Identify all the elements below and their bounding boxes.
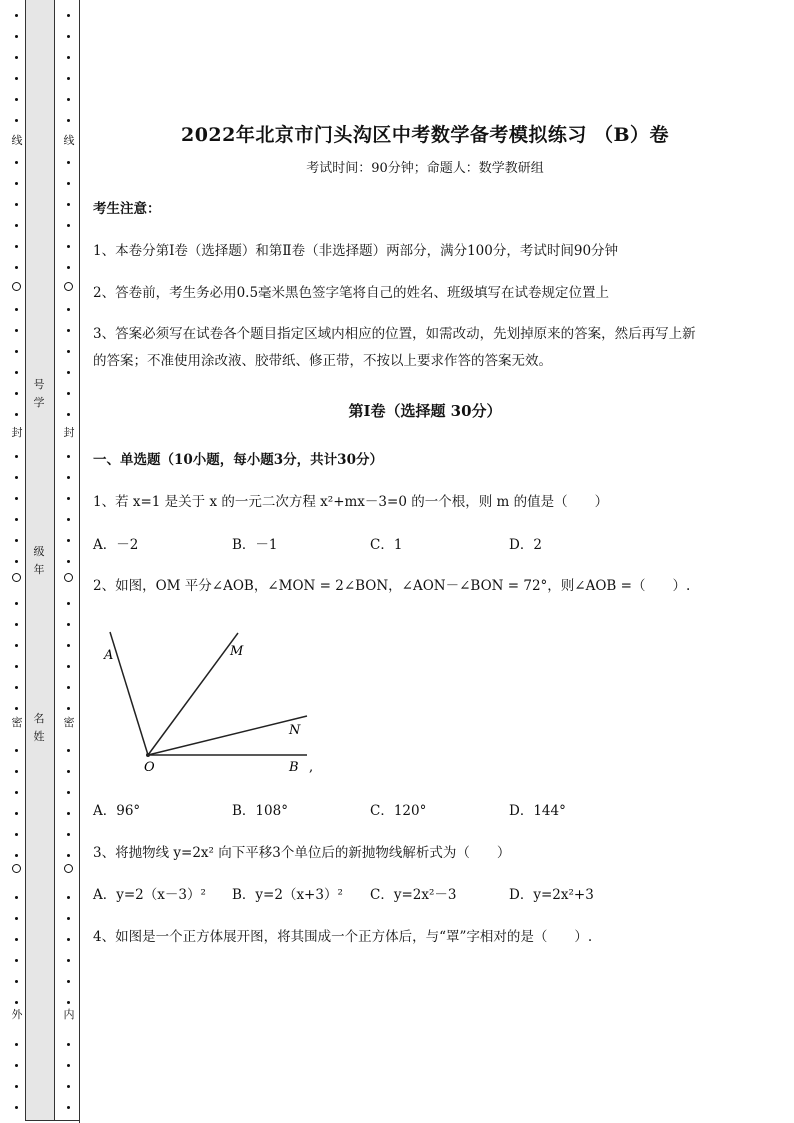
binding-dot <box>67 770 70 773</box>
binding-dot <box>15 329 18 332</box>
binding-dot <box>15 245 18 248</box>
label-m: M <box>230 644 244 659</box>
notice-heading: 考生注意： <box>93 201 161 217</box>
binding-dot <box>67 938 70 941</box>
binding-circle <box>64 573 73 582</box>
binding-dot <box>15 35 18 38</box>
binding-dot <box>67 854 70 857</box>
notice-item-3-line-1: 3、答案必须写在试卷各个题目指定区域内相应的位置，如需改动，先划掉原来的答案，然后再写上新 <box>93 326 696 342</box>
binding-dot <box>67 119 70 122</box>
binding-dot <box>67 161 70 164</box>
binding-dot <box>15 413 18 416</box>
binding-dot <box>67 833 70 836</box>
binding-dot <box>15 455 18 458</box>
binding-dot <box>67 56 70 59</box>
binding-dot <box>67 665 70 668</box>
binding-dot <box>67 182 70 185</box>
notice-item-2: 2、答卷前，考生务必用0.5毫米黑色签字笔将自己的姓名、班级填写在试卷规定位置上 <box>93 285 610 301</box>
exam-subtitle: 考试时间：90分钟；命题人：数学教研组 <box>306 161 544 176</box>
binding-dot <box>15 98 18 101</box>
binding-dot <box>67 455 70 458</box>
binding-dot <box>15 812 18 815</box>
binding-dot <box>15 1001 18 1004</box>
binding-dot <box>67 791 70 794</box>
binding-dot <box>15 938 18 941</box>
section-title: 第I卷（选择题 30分） <box>348 402 502 420</box>
label-comma: , <box>309 760 314 775</box>
binding-dot <box>15 791 18 794</box>
binding-dot <box>67 518 70 521</box>
binding-dot <box>67 329 70 332</box>
question-3-stem: 3、将抛物线 y=2x² 向下平移3个单位后的新抛物线解析式为（ ） <box>93 845 511 861</box>
outer-label-outside: 外 <box>11 1008 23 1021</box>
binding-dot <box>15 224 18 227</box>
binding-dot <box>67 1001 70 1004</box>
binding-dot <box>15 854 18 857</box>
binding-dot <box>15 1106 18 1109</box>
label-a: A <box>104 648 114 663</box>
binding-dot <box>15 161 18 164</box>
binding-dot <box>15 476 18 479</box>
question-1-stem: 1、若 x=1 是关于 x 的一元二次方程 x²+mx－3=0 的一个根，则 m 的值是（ ） <box>93 494 609 510</box>
binding-dot <box>15 119 18 122</box>
binding-dot <box>15 665 18 668</box>
binding-dot <box>15 182 18 185</box>
binding-circle <box>64 864 73 873</box>
question-2-option-d: D．144° <box>509 803 566 819</box>
binding-dot <box>15 497 18 500</box>
binding-circle <box>12 573 21 582</box>
outer-label-secret: 密 <box>11 716 23 729</box>
binding-dot <box>15 392 18 395</box>
question-3-option-a: A．y=2（x－3）² <box>93 887 206 903</box>
inner-label-seal: 封 <box>63 426 75 439</box>
binding-dot <box>67 623 70 626</box>
binding-dot <box>15 77 18 80</box>
inner-cut-line <box>79 0 80 1123</box>
binding-dot <box>67 980 70 983</box>
binding-dot <box>67 35 70 38</box>
binding-dot <box>67 749 70 752</box>
binding-dot <box>15 266 18 269</box>
grade-field-label: 级年 <box>33 545 45 576</box>
binding-dot <box>67 392 70 395</box>
binding-dot <box>67 308 70 311</box>
binding-dot <box>15 539 18 542</box>
label-b: B <box>289 760 299 775</box>
part-heading: 一、单选题（10小题，每小题3分，共计30分） <box>93 452 383 468</box>
binding-dot <box>67 1064 70 1067</box>
binding-dot <box>67 266 70 269</box>
label-n: N <box>289 723 301 738</box>
exam-title: 2022年北京市门头沟区中考数学备考模拟练习 （B）卷 <box>180 124 670 146</box>
binding-dot <box>15 14 18 17</box>
binding-dot <box>67 476 70 479</box>
binding-dot <box>67 245 70 248</box>
binding-dot <box>67 707 70 710</box>
binding-dot <box>67 77 70 80</box>
binding-dot <box>15 749 18 752</box>
binding-dot <box>67 644 70 647</box>
question-2-option-a: A．96° <box>93 803 141 819</box>
question-1-option-c: C．1 <box>370 537 403 553</box>
binding-dot <box>15 1043 18 1046</box>
binding-dot <box>15 833 18 836</box>
inner-label-line: 线 <box>63 134 75 147</box>
vertex-o-point <box>146 753 150 757</box>
binding-dot <box>15 623 18 626</box>
binding-dot <box>15 203 18 206</box>
binding-dot <box>67 350 70 353</box>
question-1-option-d: D．2 <box>509 537 542 553</box>
notice-item-3-line-2: 的答案；不准使用涂改液、胶带纸、修正带，不按以上要求作答的答案无效。 <box>93 353 552 369</box>
question-4-stem: 4、如图是一个正方体展开图，将其围成一个正方体后，与“罩”字相对的是（ ）. <box>93 929 593 945</box>
outer-label-seal: 封 <box>11 426 23 439</box>
question-2-stem: 2、如图，OM 平分∠AOB，∠MON = 2∠BON，∠AON－∠BON = 72°，则∠AOB =（ ）. <box>93 578 691 594</box>
binding-dot <box>15 518 18 521</box>
notice-item-1: 1、本卷分第I卷（选择题）和第Ⅱ卷（非选择题）两部分，满分100分，考试时间90分钟 <box>93 243 619 259</box>
binding-dot <box>67 959 70 962</box>
question-2-option-c: C．120° <box>370 803 427 819</box>
binding-dot <box>15 308 18 311</box>
outer-label-line: 线 <box>11 134 23 147</box>
binding-dot <box>15 602 18 605</box>
binding-dot <box>67 1085 70 1088</box>
inner-label-secret: 密 <box>63 716 75 729</box>
binding-dot <box>67 497 70 500</box>
binding-dot <box>15 959 18 962</box>
binding-circle <box>12 282 21 291</box>
binding-dot <box>15 1085 18 1088</box>
binding-circle <box>64 282 73 291</box>
binding-bottom-edge <box>25 1120 80 1121</box>
binding-dot <box>15 560 18 563</box>
binding-dot <box>67 602 70 605</box>
binding-dot <box>67 98 70 101</box>
binding-dot <box>15 686 18 689</box>
student-id-field-label: 号学 <box>33 378 45 409</box>
binding-dot <box>67 224 70 227</box>
question-1-option-b: B．－1 <box>232 537 278 553</box>
binding-dot <box>67 686 70 689</box>
binding-dot <box>67 203 70 206</box>
binding-dot <box>67 1043 70 1046</box>
binding-dot <box>15 896 18 899</box>
ray-oa <box>110 632 148 755</box>
binding-dot <box>67 371 70 374</box>
binding-circle <box>12 864 21 873</box>
name-field-label: 名姓 <box>33 712 45 743</box>
binding-dot <box>15 644 18 647</box>
binding-dot <box>67 560 70 563</box>
binding-dot <box>15 350 18 353</box>
binding-dot <box>15 707 18 710</box>
binding-dot <box>15 1064 18 1067</box>
question-3-option-b: B．y=2（x+3）² <box>232 887 343 903</box>
question-2-option-b: B．108° <box>232 803 288 819</box>
binding-dot <box>15 980 18 983</box>
binding-dot <box>15 770 18 773</box>
binding-dot <box>67 1106 70 1109</box>
binding-dot <box>67 896 70 899</box>
inner-label-inside: 内 <box>63 1008 75 1021</box>
question-3-option-c: C．y=2x²－3 <box>370 887 457 903</box>
binding-dot <box>15 917 18 920</box>
question-1-option-a: A．－2 <box>93 537 139 553</box>
angle-figure <box>100 625 330 785</box>
binding-dot <box>67 539 70 542</box>
label-o: O <box>144 760 155 775</box>
binding-dot <box>67 917 70 920</box>
binding-dot <box>67 812 70 815</box>
binding-dot <box>15 56 18 59</box>
binding-dot <box>67 413 70 416</box>
question-3-option-d: D．y=2x²+3 <box>509 887 594 903</box>
binding-dot <box>15 371 18 374</box>
binding-dot <box>67 14 70 17</box>
